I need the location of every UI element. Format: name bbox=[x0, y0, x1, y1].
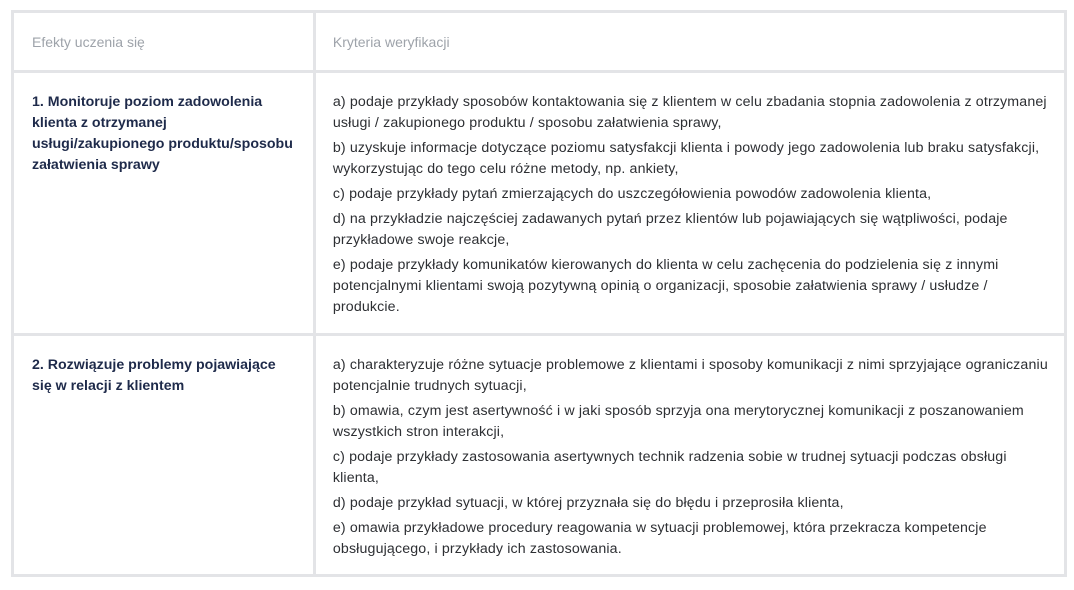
criteria-cell bbox=[314, 72, 1065, 335]
criterion-item: b) uzyskuje informacje dotyczące poziomu satysfakcji klienta i powody jego zadowolenia lub braku satysfakcji, wykorzystując do tego celu różne metody, np. ankiety, bbox=[332, 140, 1040, 177]
header-criteria-label: Kryteria weryfikacji bbox=[332, 34, 450, 50]
criterion-item: d) podaje przykład sytuacji, w której przyznała się do błędu i przeprosiła klienta, bbox=[332, 495, 844, 511]
header-outcomes-label: Efekty uczenia się bbox=[32, 34, 145, 50]
criteria-list bbox=[316, 73, 1064, 332]
criterion-item: c) podaje przykłady zastosowania asertywnych technik radzenia sobie w trudnej sytuacji podczas obsługi klienta, bbox=[332, 449, 1007, 486]
table-row bbox=[13, 72, 1066, 335]
criteria-list bbox=[316, 336, 1064, 574]
header-outcomes bbox=[13, 12, 315, 72]
criterion-item: a) podaje przykłady sposobów kontaktowania się z klientem w celu zbadania stopnia zadowolenia z otrzymanej usługi / zakupionego produktu / sposobu załatwienia sprawy, bbox=[332, 94, 1047, 131]
criteria-cell bbox=[314, 335, 1065, 576]
criterion-item: e) podaje przykłady komunikatów kierowanych do klienta w celu zachęcenia do podzielenia się z innymi potencjalnymi klientami swoją pozytywną opinią o organizacji, sposobie załatwienia sprawy / usłudze / produkcie. bbox=[332, 257, 999, 315]
outcome-text: 1. Monitoruje poziom zadowolenia klienta z otrzymanej usługi/zakupionego produktu/sposobu załatwienia sprawy bbox=[32, 94, 293, 173]
outcome-cell bbox=[13, 72, 315, 335]
criterion-item: b) omawia, czym jest asertywność i w jaki sposób sprzyja ona merytorycznej komunikacji z poszanowaniem wszystkich stron interakcji, bbox=[332, 403, 1024, 440]
criterion-item: e) omawia przykładowe procedury reagowania w sytuacji problemowej, która przekracza kompetencje obsługującego, i przykłady ich zastosowania. bbox=[332, 520, 987, 557]
criterion-item: c) podaje przykłady pytań zmierzających do uszczegółowienia powodów zadowolenia klienta, bbox=[332, 186, 932, 202]
criterion-item: d) na przykładzie najczęściej zadawanych pytań przez klientów lub pojawiających się wątpliwości, podaje przykładowe swoje reakcje, bbox=[332, 211, 1008, 248]
outcome-cell bbox=[13, 335, 315, 576]
table-header-row bbox=[13, 12, 1066, 72]
header-criteria bbox=[314, 12, 1065, 72]
table-row bbox=[13, 335, 1066, 576]
criterion-item: a) charakteryzuje różne sytuacje problemowe z klientami i sposoby komunikacji z nimi sprzyjające ograniczaniu potencjalnie trudnych sytuacji, bbox=[332, 357, 1048, 394]
outcome-text: 2. Rozwiązuje problemy pojawiające się w relacji z klientem bbox=[32, 357, 276, 394]
learning-outcomes-table bbox=[11, 10, 1067, 577]
